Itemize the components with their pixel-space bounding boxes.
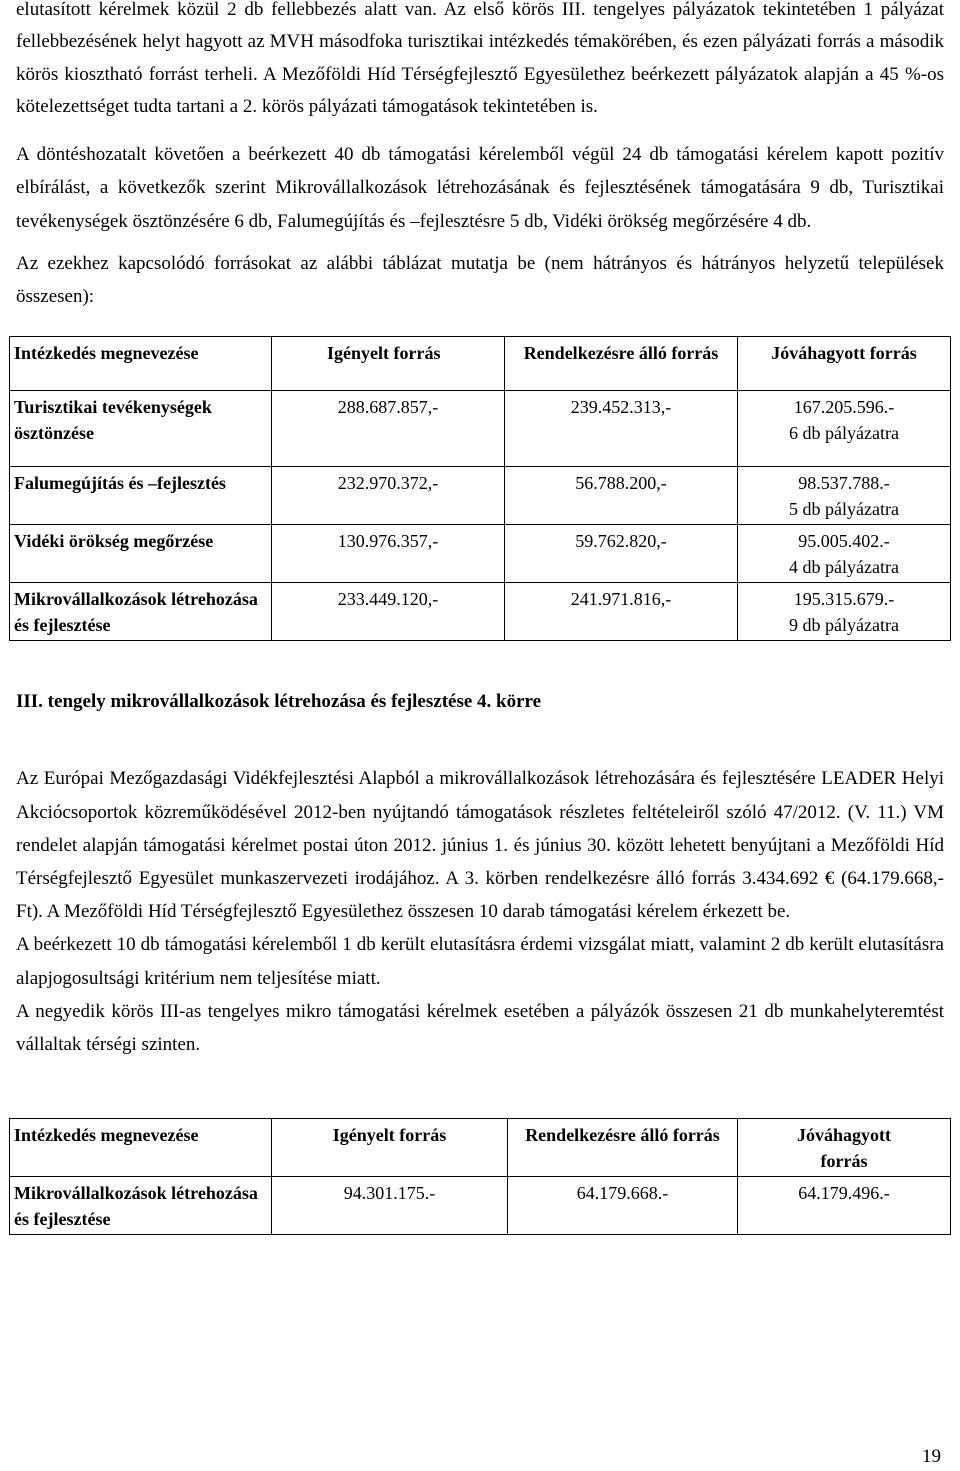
approved-cell <box>738 525 951 583</box>
approved-cell <box>738 583 951 641</box>
approved-count: 4 db pályázatra <box>789 557 899 578</box>
requested-amount: 232.970.372,- <box>272 467 505 525</box>
header-approved: Jóváhagyott forrás <box>738 1119 951 1177</box>
table-row <box>10 1177 951 1235</box>
measure-name: Vidéki örökség megőrzése <box>10 525 272 583</box>
table-header-row <box>10 1119 951 1177</box>
table-header-row <box>10 337 951 391</box>
section-heading: III. tengely mikrovállalkozások létrehozása és fejlesztése 4. körre <box>16 691 542 713</box>
requested-amount: 130.976.357,- <box>272 525 505 583</box>
table-row <box>10 525 951 583</box>
requested-amount: 233.449.120,- <box>272 583 505 641</box>
approved-amount: 95.005.402.- <box>798 531 890 552</box>
available-amount: 56.788.200,- <box>505 467 738 525</box>
available-amount: 59.762.820,- <box>505 525 738 583</box>
available-amount: 241.971.816,- <box>505 583 738 641</box>
approved-amount: 64.179.496.- <box>738 1177 951 1235</box>
paragraph-rejections: A beérkezett 10 db támogatási kérelemből 1 db került elutasításra érdemi vizsgálat miatt, valamint 2 db került elutasításra alapjogosultsági kritérium nem teljesítése miatt. <box>16 934 944 989</box>
requested-amount: 94.301.175.- <box>272 1177 508 1235</box>
paragraph-jobs: A negyedik körös III-as tengelyes mikro támogatási kérelmek esetében a pályázók összesen 21 db munkahelyteremtést vállaltak térségi szinten. <box>16 1000 944 1056</box>
header-available: Rendelkezésre álló forrás <box>508 1119 738 1177</box>
measure-name: Mikrovállalkozások létrehozása és fejlesztése <box>10 583 272 641</box>
paragraph-decisions: A döntéshozatalt követően a beérkezett 40 db támogatási kérelemből végül 24 db támogatási kérelem kapott pozitív elbírálást, a következők szerint Mikrovállalkozások létrehozásának és fejlesztésének támogatására 9 db, Turisztikai tevékenységek ösztönzésére 6 db, Falumegújítás és –fejlesztésre 5 db, Vidéki örökség megőrzésére 4 db. <box>16 143 944 232</box>
available-amount: 239.452.313,- <box>505 391 738 467</box>
measure-name: Turisztikai tevékenységek ösztönzése <box>10 391 272 467</box>
approved-amount: 195.315.679.- <box>793 589 895 610</box>
measure-name: Mikrovállalkozások létrehozása és fejlesztése <box>10 1177 272 1235</box>
header-measure: Intézkedés megnevezése <box>10 1119 272 1177</box>
approved-count: 5 db pályázatra <box>789 499 899 520</box>
approved-amount: 98.537.788.- <box>798 473 890 494</box>
available-amount: 64.179.668.- <box>508 1177 738 1235</box>
header-measure: Intézkedés megnevezése <box>10 337 272 391</box>
approved-count: 9 db pályázatra <box>789 615 899 636</box>
table-row <box>10 391 951 467</box>
measure-name: Falumegújítás és –fejlesztés <box>10 467 272 525</box>
approved-cell <box>738 467 951 525</box>
approved-amount: 167.205.596.- <box>793 397 895 418</box>
paragraph-appeals: elutasított kérelmek közül 2 db fellebbezés alatt van. Az első körös III. tengelyes pályázatok tekintetében 1 pályázat fellebbezésének helyt hagyott az MVH másodfoka turisztikai intézkedés témakörében, és ezen pályázati forrás a második körös kiosztható forrást terheli. A Mezőföldi Híd Térségfejlesztő Egyesülethez beérkezett pályázatok alapján a 45 %-os kötelezettséget tudta tartani a 2. körös pályázati támogatások tekintetében is. <box>16 0 944 118</box>
document-page <box>16 0 944 1235</box>
funding-table-round2 <box>9 336 951 641</box>
page-number: 19 <box>922 1446 941 1467</box>
paragraph-round4-details: Az Európai Mezőgazdasági Vidékfejlesztési Alapból a mikrovállalkozások létrehozására és fejlesztésére LEADER Helyi Akciócsoportok közreműködésével 2012-ben nyújtandó támogatások részletes feltételeiről szóló 47/2012. (V. 11.) VM rendelet alapján támogatási kérelmet postai úton 2012. június 1. és június 30. között lehetett benyújtani a Mezőföldi Híd Térségfejlesztő Egyesület munkaszervezeti irodájához. A 3. körben rendelkezésre álló forrás 3.434.692 € (64.179.668,- Ft). A Mezőföldi Híd Térségfejlesztő Egyesülethez összesen 10 darab támogatási kérelem érkezett be. <box>16 768 944 923</box>
paragraph-table-intro: Az ezekhez kapcsolódó forrásokat az alábbi táblázat mutatja be (nem hátrányos és hátrányos helyzetű települések összesen): <box>16 253 944 307</box>
table-row <box>10 583 951 641</box>
approved-cell <box>738 391 951 467</box>
header-approved: Jóváhagyott forrás <box>738 337 951 391</box>
header-requested: Igényelt forrás <box>272 337 505 391</box>
approved-count: 6 db pályázatra <box>789 423 899 444</box>
header-available: Rendelkezésre álló forrás <box>505 337 738 391</box>
table-row <box>10 467 951 525</box>
header-requested: Igényelt forrás <box>272 1119 508 1177</box>
requested-amount: 288.687.857,- <box>272 391 505 467</box>
funding-table-round4 <box>9 1118 951 1235</box>
